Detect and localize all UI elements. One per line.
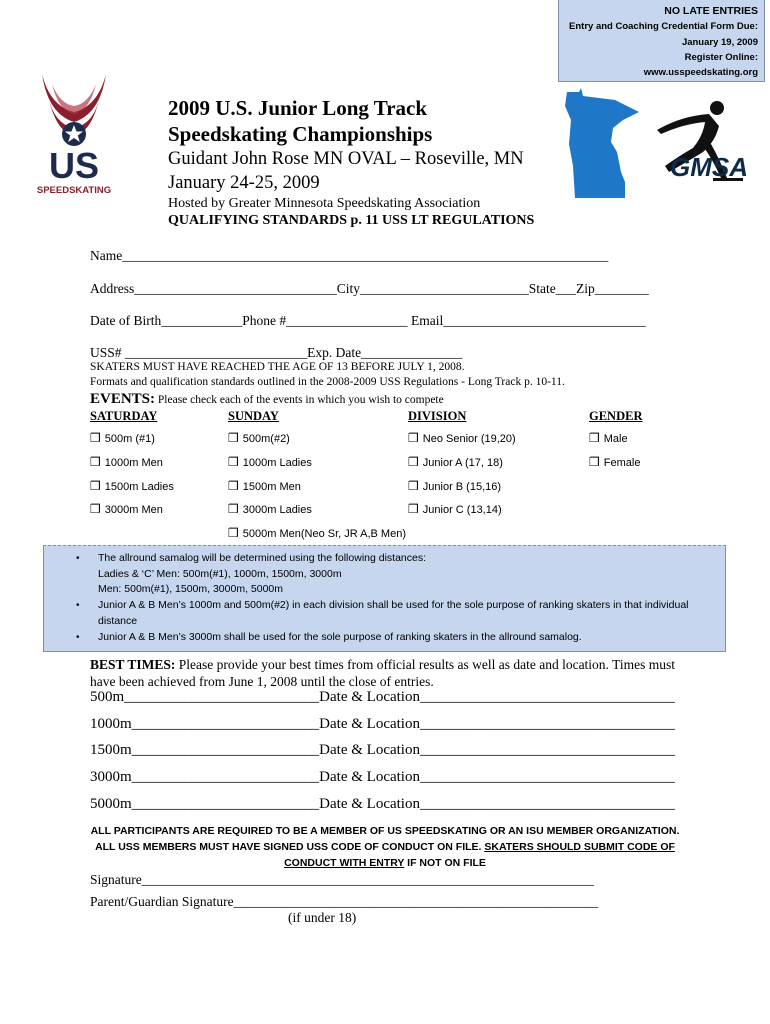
dob-phone-email-field[interactable]: Date of Birth____________Phone #__________________ Email______________________________: [90, 313, 646, 328]
option-sat-1500m-ladies[interactable]: [90, 480, 174, 493]
req-line-3: [0, 855, 770, 871]
note-line: Men: 500m(#1), 1500m, 3000m, 5000m: [98, 583, 284, 595]
req-line-3a: CONDUCT WITH ENTRY: [284, 857, 405, 869]
parent-signature-field[interactable]: Parent/Guardian Signature______________________________________________________: [90, 894, 599, 909]
note-line: Ladies & ‘C’ Men: 500m(#1), 1000m, 1500m, 3000m: [98, 567, 342, 580]
req-line-3b: IF NOT ON FILE: [404, 857, 486, 869]
col-sunday: SUNDAY: [228, 409, 279, 423]
events-instructions: Please check each of the events in which you wish to compete: [155, 394, 444, 406]
register-url[interactable]: www.usspeedskating.org: [643, 67, 758, 79]
qualifying-standards: QUALIFYING STANDARDS p. 11 USS LT REGULATIONS: [168, 213, 535, 228]
checkbox-icon[interactable]: ❒: [228, 479, 239, 493]
note-ranking-distance: Junior A & B Men’s 1000m and 500m(#2) in each division shall be used for the sole purpose of ranking skaters in that individual distance: [98, 599, 689, 627]
option-div-junior-a[interactable]: [408, 456, 503, 469]
address-field[interactable]: Address______________________________City_________________________State___Zip________: [90, 281, 649, 296]
option-sat-500m[interactable]: [90, 432, 155, 445]
checkbox-icon[interactable]: ❒: [90, 431, 101, 445]
checkbox-icon[interactable]: ❒: [589, 431, 600, 445]
option-label: Female: [603, 457, 641, 469]
req-line-2: [0, 839, 770, 855]
option-label: 1000m Ladies: [242, 457, 312, 469]
checkbox-icon[interactable]: ❒: [90, 455, 101, 469]
register-online-label: Register Online:: [684, 51, 758, 63]
option-label: 1500m Men: [242, 481, 301, 493]
events-label: EVENTS:: [90, 391, 156, 407]
option-sun-5000m-men[interactable]: [228, 527, 406, 540]
req-line-2b: SKATERS SHOULD SUBMIT CODE OF: [484, 841, 675, 853]
time-row-5000m[interactable]: 5000m_________________________Date & Location__________________________________: [90, 796, 675, 812]
option-sun-1000m-ladies[interactable]: [228, 456, 312, 469]
col-gender: GENDER: [589, 409, 643, 423]
age-requirement: SKATERS MUST HAVE REACHED THE AGE OF 13 BEFORE JULY 1, 2008.: [90, 361, 465, 373]
option-sun-500m[interactable]: [228, 432, 290, 445]
bullet-icon: •: [76, 553, 80, 564]
option-sun-1500m-men[interactable]: [228, 480, 301, 493]
gmsa-logo: [553, 86, 753, 216]
gmsa-text: GMSA: [670, 152, 748, 182]
membership-requirements: [0, 823, 770, 871]
req-line-1: ALL PARTICIPANTS ARE REQUIRED TO BE A MEMBER OF US SPEEDSKATING OR AN ISU MEMBER ORGANIZATION.: [90, 825, 680, 837]
option-label: 500m (#1): [104, 433, 155, 445]
no-late-entries: NO LATE ENTRIES: [664, 5, 758, 17]
best-times-text: Please provide your best times from official results as well as date and location. Times must have been achieved from June 1, 2008 until the close of entries.: [90, 657, 675, 689]
option-gender-male[interactable]: [589, 432, 628, 445]
logo-speedskating-text: SPEEDSKATING: [36, 185, 112, 196]
events-heading: [90, 391, 444, 408]
checkbox-icon[interactable]: ❒: [408, 431, 419, 445]
checkbox-icon[interactable]: ❒: [408, 455, 419, 469]
title-line-1: 2009 U.S. Junior Long Track: [168, 96, 428, 120]
note-allround: [98, 551, 718, 598]
time-row-1000m[interactable]: 1000m_________________________Date & Location__________________________________: [90, 716, 675, 732]
checkbox-icon[interactable]: ❒: [90, 479, 101, 493]
uss-number-field[interactable]: USS# ___________________________Exp. Date_______________: [90, 345, 463, 360]
checkbox-icon[interactable]: ❒: [589, 455, 600, 469]
host-line: Hosted by Greater Minnesota Speedskating Association: [168, 196, 481, 211]
checkbox-icon[interactable]: ❒: [408, 502, 419, 516]
option-label: 5000m Men(Neo Sr, JR A,B Men): [242, 528, 406, 540]
checkbox-icon[interactable]: ❒: [228, 502, 239, 516]
note-line: The allround samalog will be determined using the following distances:: [98, 552, 427, 564]
option-gender-female[interactable]: [589, 456, 640, 469]
checkbox-icon[interactable]: ❒: [408, 479, 419, 493]
col-division: DIVISION: [408, 409, 467, 423]
deadline-notice: [558, 0, 765, 82]
option-sun-3000m-ladies[interactable]: [228, 503, 312, 516]
option-label: 1500m Ladies: [104, 481, 174, 493]
option-label: 500m(#2): [242, 433, 290, 445]
best-times-intro: [90, 657, 690, 690]
option-label: Male: [603, 433, 628, 445]
option-sat-1000m-men[interactable]: [90, 456, 163, 469]
col-saturday: SATURDAY: [90, 409, 158, 423]
form-due-label: Entry and Coaching Credential Form Due:: [569, 21, 758, 33]
option-sat-3000m-men[interactable]: [90, 503, 163, 516]
formats-note: Formats and qualification standards outlined in the 2008-2009 USS Regulations - Long Track p. 10-11.: [90, 376, 565, 388]
bullet-icon: •: [76, 600, 80, 611]
checkbox-icon[interactable]: ❒: [228, 455, 239, 469]
venue: Guidant John Rose MN OVAL – Roseville, MN: [168, 149, 524, 169]
option-label: 3000m Ladies: [242, 504, 312, 516]
signature-field[interactable]: Signature___________________________________________________________________: [90, 872, 594, 887]
req-line-2a: ALL USS MEMBERS MUST HAVE SIGNED USS CODE OF CONDUCT ON FILE.: [95, 841, 485, 853]
name-field[interactable]: Name________________________________________________________________________: [90, 248, 609, 263]
option-label: 3000m Men: [104, 504, 163, 516]
form-due-date: January 19, 2009: [681, 36, 758, 48]
option-div-junior-c[interactable]: [408, 503, 502, 516]
checkbox-icon[interactable]: ❒: [90, 502, 101, 516]
option-div-neo-senior[interactable]: [408, 432, 516, 445]
bullet-icon: •: [76, 632, 80, 643]
time-row-3000m[interactable]: 3000m_________________________Date & Location__________________________________: [90, 769, 675, 785]
checkbox-icon[interactable]: ❒: [228, 526, 239, 540]
checkbox-icon[interactable]: ❒: [228, 431, 239, 445]
logo-us-text: US: [48, 145, 100, 186]
event-dates: January 24-25, 2009: [168, 173, 320, 193]
allround-note-box: [43, 545, 726, 652]
under-18-note: (if under 18): [288, 910, 357, 925]
best-times-label: BEST TIMES:: [90, 657, 176, 672]
title-line-2: Speedskating Championships: [168, 122, 433, 146]
us-speedskating-logo: [32, 66, 116, 196]
note-ranking-samalog: Junior A & B Men’s 3000m shall be used for the sole purpose of ranking skaters in the allround samalog.: [98, 631, 582, 643]
option-label: Junior C (13,14): [422, 504, 502, 516]
time-row-500m[interactable]: 500m__________________________Date & Location__________________________________: [90, 689, 675, 705]
time-row-1500m[interactable]: 1500m_________________________Date & Location__________________________________: [90, 742, 675, 758]
option-label: 1000m Men: [104, 457, 163, 469]
option-label: Junior A (17, 18): [422, 457, 503, 469]
option-label: Neo Senior (19,20): [422, 433, 516, 445]
option-div-junior-b[interactable]: [408, 480, 501, 493]
option-label: Junior B (15,16): [422, 481, 502, 493]
